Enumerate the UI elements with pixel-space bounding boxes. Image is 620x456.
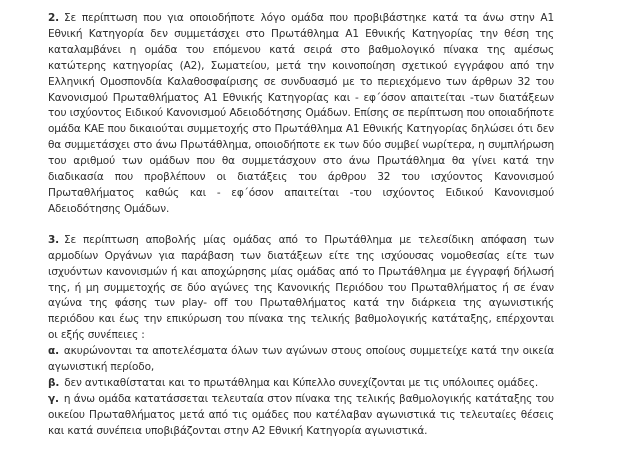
list-item-alpha [48, 344, 554, 376]
list-item-beta-marker: β. [48, 376, 60, 389]
paragraph-2-marker: 2. [48, 12, 59, 24]
list-item-gamma [48, 392, 554, 440]
paragraph-2-text: Σε περίπτωση που για οποιοδήποτε λόγο ομάδα που προβιβάστηκε κατά τα άνω στην Α1 Εθνική Κατηγορία δεν συμμετάσχει στο Πρωτάθλημα Α1 Εθνικής Κατηγορίας την θέση της καταλαμβάνει η ομάδα του επόμενου κατά σειρά στο βαθμολογικό πίνακα της αμέσως κατώτερης κατηγορίας (Α2), Σωματείου, μετά την κοινοποίηση σχετικού εγγράφου από την Ελληνική Ομοσπονδία Καλαθοσφαίρισης σε συνδυασμό με το περιεχόμενο των άρθρων 32 του Κανονισμού Πρωταθλήματος Α1 Εθνικής Κατηγορίας και - εφ΄όσον απαιτείται -των διατάξεων του ισχύοντος Ειδικού Κανονισμού Αδειοδότησης Ομάδων. Επίσης σε περίπτωση που οποιαδήποτε ομάδα ΚΑΕ που δικαιούται συμμετοχής στο Πρωτάθλημα Α1 Εθνικής Κατηγορίας δηλώσει ότι δεν θα συμμετάσχει στο άνω Πρωτάθλημα, οποιοδήποτε εκ των δύο συμβεί νωρίτερα, η συμπλήρωση του αριθμού των ομάδων που θα συμμετάσχουν στο άνω Πρωτάθλημα θα γίνει κατά την διαδικασία που προβλέπουν οι διατάξεις του άρθρου 32 του ισχύοντος Κανονισμού Πρωταθλήματος καθώς και - εφ΄όσον απαιτείται -του ισχύοντος Ειδικού Κανονισμού Αδειοδότησης Ομάδων. [48, 12, 554, 215]
list-item-beta [48, 376, 554, 392]
list-item-gamma-marker: γ. [48, 392, 59, 405]
paragraph-3-marker: 3. [48, 233, 59, 246]
list-item-beta-text: δεν αντικαθίσταται και το πρωτάθλημα και Κύπελλο συνεχίζονται με τις υπόλοιπες ομάδες. [64, 376, 539, 389]
paragraph-2 [48, 11, 554, 218]
paragraph-3 [48, 233, 554, 344]
document-text-block [48, 11, 554, 440]
paragraph-3-text: Σε περίπτωση αποβολής μίας ομάδας από το Πρωτάθλημα με τελεσίδικη απόφαση των αρμοδίων Οργάνων για παράβαση των διατάξεων είτε της ισχύουσας νομοθεσίας είτε των ισχυόντων κανονισμών ή και αποχώρησης μίας ομάδας από το Πρωτάθλημα με έγγραφή δήλωσή της, ή μη συμμετοχής σε δύο αγώνες της Κανονικής Περιόδου του Πρωταθλήματος ή σε έναν αγώνα της φάσης των play- off του Πρωταθλήματος κατά την διάρκεια της αγωνιστικής περιόδου και έως την επικύρωση του πίνακα της τελικής βαθμολογικής κατάταξης, επέρχονται οι εξής συνέπειες : [48, 233, 554, 342]
list-item-gamma-text: η άνω ομάδα κατατάσσεται τελευταία στον πίνακα της τελικής βαθμολογικής κατάταξης του οικείου Πρωταθλήματος μετά από τις ομάδες που κατέλαβαν αγωνιστικά τις τελευταίες θέσεις και κατά συνέπεια υποβιβάζονται στην Α2 Εθνική Κατηγορία αγωνιστικά. [48, 392, 554, 437]
list-item-alpha-marker: α. [48, 345, 59, 358]
list-item-alpha-text: ακυρώνονται τα αποτελέσματα όλων των αγώνων στους οποίους συμμετείχε κατά την οικεία αγωνιστική περίοδο, [48, 345, 554, 374]
